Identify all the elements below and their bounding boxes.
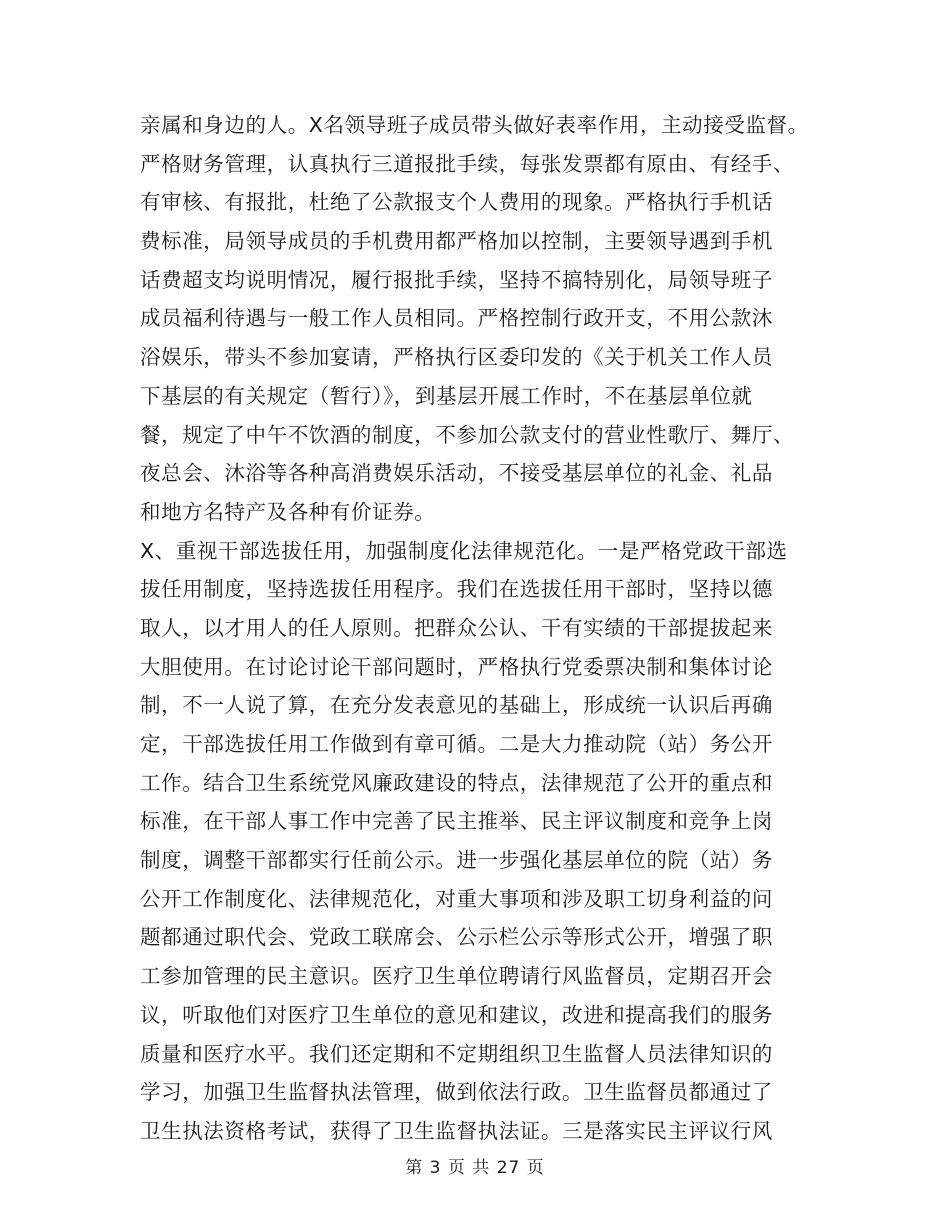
text-line: 下基层的有关规定（暂行）》，到基层开展工作时，不在基层单位就 — [140, 383, 753, 408]
text-line: 学习，加强卫生监督执法管理，做到依法行政。卫生监督员都通过了 — [140, 1080, 773, 1105]
text-line: 工作。结合卫生系统党风廉政建设的特点，法律规范了公开的重点和 — [140, 770, 773, 795]
text-line: 卫生执法资格考试，获得了卫生监督执法证。三是落实民主评议行风 — [140, 1118, 773, 1143]
text-line: 成员福利待遇与一般工作人员相同。严格控制行政开支，不用公款沐 — [140, 306, 773, 331]
text-line: 严格财务管理，认真执行三道报批手续，每张发票都有原由、有经手、 — [140, 151, 795, 176]
text-line: 定，干部选拔任用工作做到有章可循。二是大力推动院（站）务公开 — [140, 732, 773, 756]
text-line: 工参加管理的民主意识。医疗卫生单位聘请行风监督员，定期召开会 — [140, 964, 773, 989]
text-line: 费标准，局领导成员的手机费用都严格加以控制，主要领导遇到手机 — [140, 229, 773, 254]
text-line: 标准，在干部人事工作中完善了民主推举、民主评议制度和竞争上岗 — [140, 809, 773, 834]
text-line: 话费超支均说明情况，履行报批手续，坚持不搞特别化，局领导班子 — [140, 267, 773, 292]
text-line: 拔任用制度，坚持选拔任用程序。我们在选拔任用干部时，坚持以德 — [140, 577, 773, 602]
body-text — [140, 106, 820, 1151]
text-line: 取人，以才用人的任人原则。把群众公认、干有实绩的干部提拔起来 — [140, 615, 773, 640]
text-line: 题都通过职代会、党政工联席会、公示栏公示等形式公开，增强了职 — [140, 925, 773, 950]
text-line: 餐，规定了中午不饮酒的制度，不参加公款支付的营业性歌厅、舞厅、 — [140, 422, 795, 447]
text-line: 和地方名特产及各种有价证券。 — [140, 499, 436, 524]
text-line: 公开工作制度化、法律规范化，对重大事项和涉及职工切身利益的问 — [140, 886, 773, 911]
text-line: 制度，调整干部都实行任前公示。进一步强化基层单位的院（站）务 — [140, 848, 773, 873]
text-line: 制，不一人说了算，在充分发表意见的基础上，形成统一认识后再确 — [140, 693, 773, 718]
text-line: 亲属和身边的人。X名领导班子成员带头做好表率作用，主动接受监督。 — [140, 113, 809, 137]
text-line: 质量和医疗水平。我们还定期和不定期组织卫生监督人员法律知识的 — [140, 1041, 773, 1066]
text-line: 有审核、有报批，杜绝了公款报支个人费用的现象。严格执行手机话 — [140, 190, 773, 215]
text-line: 浴娱乐，带头不参加宴请，严格执行区委印发的《关于机关工作人员 — [140, 345, 773, 370]
page-number-footer: 第 3 页 共 27 页 — [405, 1158, 545, 1178]
text-line: 夜总会、沐浴等各种高消费娱乐活动，不接受基层单位的礼金、礼品 — [140, 461, 773, 486]
text-line: 大胆使用。在讨论讨论干部问题时，严格执行党委票决制和集体讨论 — [140, 654, 773, 679]
text-line: X、重视干部选拔任用，加强制度化法律规范化。一是严格党政干部选 — [140, 538, 788, 563]
text-line: 议，听取他们对医疗卫生单位的意见和建议，改进和提高我们的服务 — [140, 1002, 773, 1027]
